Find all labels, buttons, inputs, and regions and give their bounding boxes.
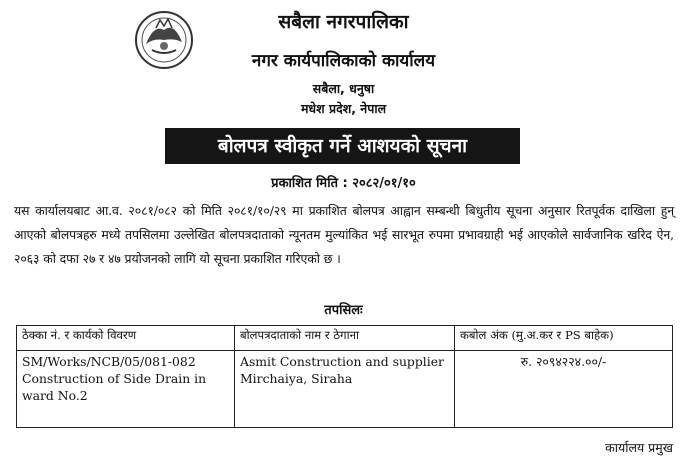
notice-title: बोलपत्र स्वीकृत गर्ने आशयको सूचना [165, 128, 520, 164]
award-table [16, 325, 673, 428]
header-bidder: बोलपत्रदाताको नाम र ठेगाना [235, 326, 455, 351]
cell-amount: रु. २०९४२२४.००/- [455, 351, 673, 428]
municipality-name: सबैला नगरपालिका [278, 11, 409, 33]
cell-contract: SM/Works/NCB/05/081-082 Construction of Side Drain in ward No.2 [17, 351, 235, 428]
office-name: नगर कार्यपालिकाको कार्यालय [251, 51, 436, 71]
cell-bidder: Asmit Construction and supplier Mirchaiya, Siraha [235, 351, 455, 428]
details-label: तपसिलः [324, 303, 363, 318]
header-contract: ठेक्का नं. र कार्यको विवरण [17, 326, 235, 351]
table-row [17, 351, 673, 428]
header-amount: कबोल अंक (मु.अ.कर र PS बाहेक) [455, 326, 673, 351]
signatory: कार्यालय प्रमुख [605, 440, 673, 455]
notice-body: यस कार्यालयबाट आ.व. २०८१/०८२ को मिति २०८१/१०/२९ मा प्रकाशित बोलपत्र आह्वान सम्बन्धी बिधुतीय सूचना अनुसार रितपूर्वक दाखिला हुन् आएको बोलपत्रहरु मध्ये तपसिलमा उल्लेखित बोलपत्रदाताको न्यूनतम मुल्यांकित भई सारभूत रुपमा प्रभावग्राही भई आएकोले सार्वजानिक खरिद ऐन, २०६३ को दफा २७ र ४७ प्रयोजनको लागि यो सूचना प्रकाशित गरिएको छ । [14, 203, 674, 266]
office-province: मधेश प्रदेश, नेपाल [300, 101, 387, 116]
published-date: प्रकाशित मिति : २०८२/०१/१० [271, 176, 416, 191]
table-header-row [17, 326, 673, 351]
office-location: सबैला, धनुषा [312, 81, 375, 96]
